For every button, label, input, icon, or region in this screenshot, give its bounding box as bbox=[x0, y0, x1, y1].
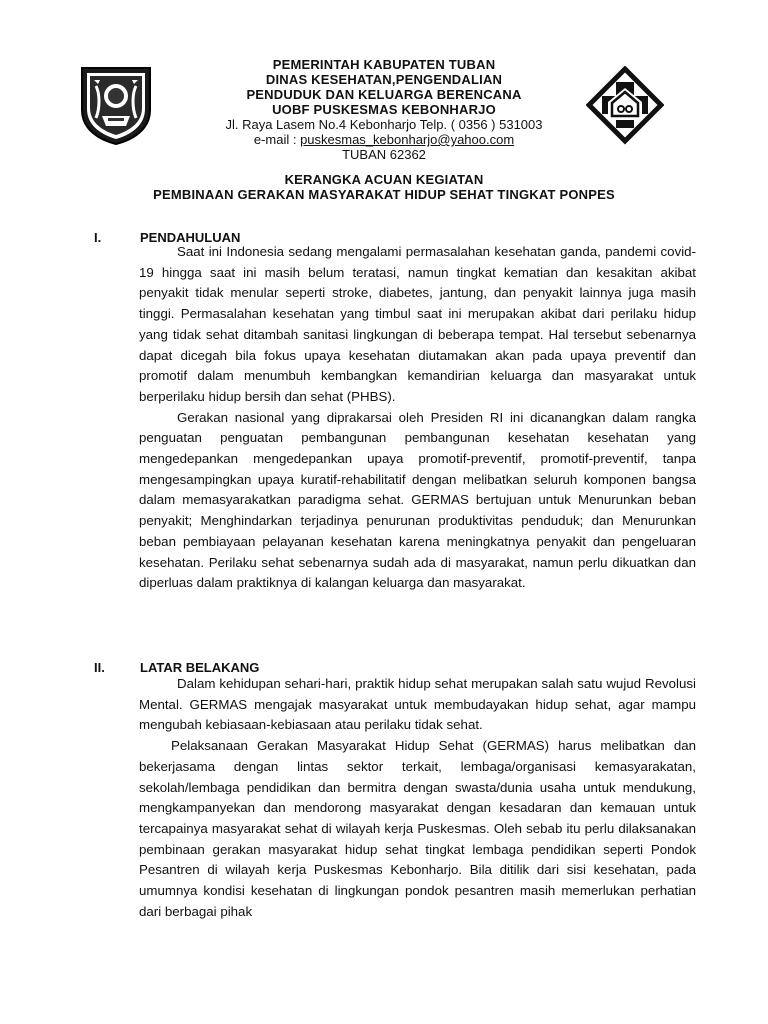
document-title bbox=[60, 172, 708, 202]
section-1-title: PENDAHULUAN bbox=[140, 230, 241, 245]
letterhead-line-4: UOBF PUSKESMAS KEBONHARJO bbox=[272, 102, 496, 117]
section-1-paragraph-1: Saat ini Indonesia sedang mengalami permasalahan kesehatan ganda, pandemi covid-19 hingga saat ini masih belum teratasi, namun tingkat kematian dan kesakitan akibat penyakit tidak menular seperti stroke, diabetes, jantung, dan penyakit lainnya juga masih tinggi. Permasalahan kesehatan yang timbul saat ini merupakan akibat dari perilaku hidup yang tidak sehat ditambah sanitasi lingkungan di beberapa tempat. Hal tersebut sebenarnya dapat dicegah bila fokus upaya kesehatan diutamakan akan pada upaya preventif dan promotif dalam menumbuh kembangkan kemandirian keluarga dan masyarakat untuk berperilaku hidup bersih dan sehat (PHBS). bbox=[139, 244, 696, 404]
email-link[interactable]: puskesmas_kebonharjo@yahoo.com bbox=[300, 132, 515, 147]
section-1-paragraph-2: Gerakan nasional yang diprakarsai oleh Presiden RI ini dicanangkan dalam rangka penguatan penguatan pembangunan pembangunan kesehatan kesehatan yang mengedepankan mengedepankan upaya promotif-preventif, promotif-preventif, tanpa mengesampingkan upaya kuratif-rehabilitatif dengan melibatkan seluruh komponen bangsa dalam memasyarakatkan paradigma sehat. GERMAS bertujuan untuk Menurunkan beban penyakit; Menghindarkan terjadinya penurunan produktivitas penduduk; dan Menurunkan beban pembiayaan pelayanan kesehatan karena meningkatnya penyakit dan pengeluaran kesehatan. Perilaku sehat sebenarnya sudah ada di masyarakat, namun perlu dikuatkan dan diperluas dalam praktiknya di kalangan keluarga dan masyarakat. bbox=[139, 409, 696, 591]
letterhead-email-line bbox=[150, 132, 618, 147]
letterhead-line-1: PEMERINTAH KABUPATEN TUBAN bbox=[272, 57, 496, 72]
section-2-paragraph-1: Dalam kehidupan sehari-hari, praktik hidup sehat merupakan salah satu wujud Revolusi Mental. GERMAS mengajak masyarakat untuk membudayakan hidup sehat, agar mampu mengubah kebiasaan-kebiasaan atau perilaku tidak sehat. bbox=[139, 676, 696, 733]
section-1-body bbox=[139, 242, 696, 594]
section-2-body bbox=[139, 674, 696, 922]
letterhead-address: Jl. Raya Lasem No.4 Kebonharjo Telp. ( 0356 ) 531003 bbox=[225, 117, 543, 132]
letterhead-line-2: DINAS KESEHATAN,PENGENDALIAN bbox=[265, 72, 503, 87]
document-title-line-1: KERANGKA ACUAN KEGIATAN bbox=[284, 172, 484, 187]
puskesmas-cross-logo-icon bbox=[586, 66, 664, 150]
section-2-title: LATAR BELAKANG bbox=[140, 660, 260, 675]
section-1-number: I. bbox=[94, 230, 102, 245]
letterhead-city: TUBAN 62362 bbox=[342, 147, 426, 162]
email-label: e-mail : bbox=[253, 132, 301, 147]
letterhead bbox=[150, 57, 618, 162]
document-title-line-2: PEMBINAAN GERAKAN MASYARAKAT HIDUP SEHAT TINGKAT PONPES bbox=[153, 187, 615, 202]
section-2-paragraph-2: Pelaksanaan Gerakan Masyarakat Hidup Sehat (GERMAS) harus melibatkan dan bekerjasama dengan lintas sektor terkait, lembaga/organisasi kemasyarakatan, sekolah/lembaga pendidikan dan bermitra dengan swasta/dunia usaha untuk mendukung, mengkampanyekan dan mendorong masyarakat dengan kesadaran dan kemauan untuk tercapainya masyarakat sehat di wilayah kerja Puskesmas. Oleh sebab itu perlu dilaksanakan pembinaan gerakan masyarakat hidup sehat tingkat lembaga pendidikan seperti Pondok Pesantren di wilayah kerja Puskesmas Kebonharjo. Bila ditilik dari sisi kesehatan, pada umumnya kondisi kesehatan di lingkungan pondok pesantren masih memerlukan perhatian dari berbagai pihak bbox=[139, 738, 696, 919]
regency-crest-icon bbox=[78, 64, 154, 146]
letterhead-line-3: PENDUDUK DAN KELUARGA BERENCANA bbox=[246, 87, 522, 102]
section-2-number: II. bbox=[94, 660, 105, 675]
